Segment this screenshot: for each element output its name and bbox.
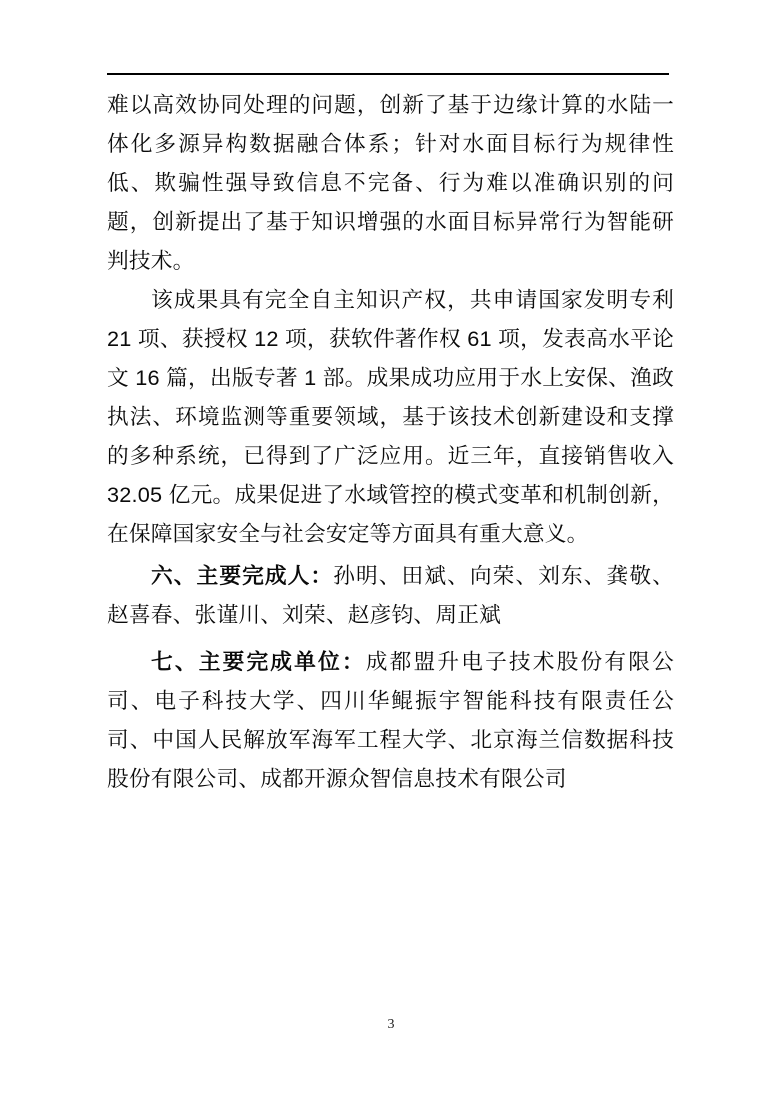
paragraph-achievements: 该成果具有完全自主知识产权，共申请国家发明专利 21 项、获授权 12 项，获软件著作权 61 项，发表高水平论文 16 篇，出版专著 1 部。成果成功应用于水上安保、渔政执法、环境监测等重要领域，基于该技术创新建设和支撑的多种系统，已得到了广泛应用。近三年，直接销售收入 32.05 亿元。成果促进了水域管控的模式变革和机制创新，在保障国家安全与社会安定等方面具有重大意义。: [107, 287, 674, 546]
section-six-names: 孙明、田斌、向荣、刘东、龚敬、赵喜春、张谨川、刘荣、赵彦钧、周正斌: [107, 563, 674, 627]
page-number: 3: [387, 1017, 395, 1032]
section-six-label: 六、主要完成人：: [151, 563, 334, 588]
paragraph-continuation: 难以高效协同处理的问题，创新了基于边缘计算的水陆一体化多源异构数据融合体系；针对水面目标行为规律性低、欺骗性强导致信息不完备、行为难以准确识别的问题，创新提出了基于知识增强的水面目标异常行为智能研判技术。: [107, 92, 674, 273]
section-seven-units: 成都盟升电子技术股份有限公司、电子科技大学、四川华鲲振宇智能科技有限责任公司、中国人民解放军海军工程大学、北京海兰信数据科技股份有限公司、成都开源众智信息技术有限公司: [107, 649, 674, 791]
header-rule: [107, 73, 669, 75]
section-six: [107, 556, 674, 634]
document-body: [107, 85, 674, 798]
section-seven: [107, 642, 674, 798]
section-seven-label: 七、主要完成单位：: [151, 649, 366, 674]
